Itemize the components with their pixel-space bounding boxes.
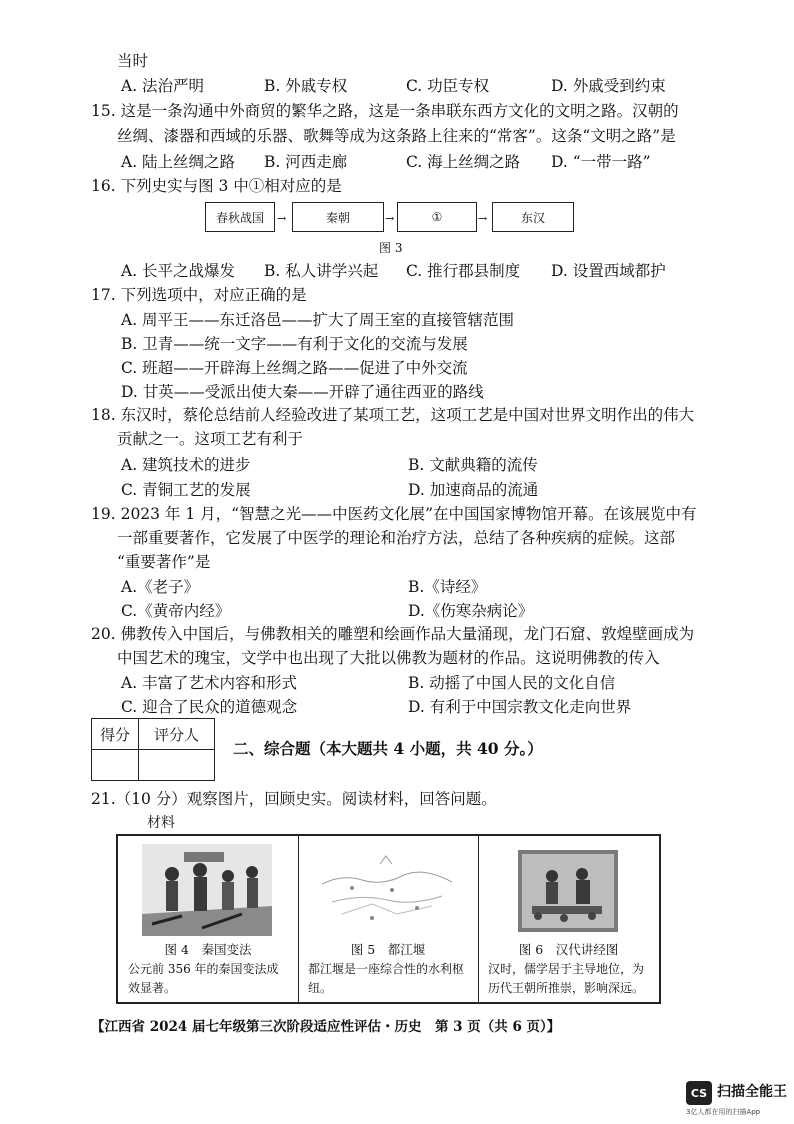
q15-option-b: B. 河西走廊 <box>264 153 348 171</box>
figure-3-label: 图 3 <box>379 241 403 255</box>
q14-stem-tail: 当时 <box>117 52 149 70</box>
caption-fig4: 图 4 秦国变法 <box>164 942 252 957</box>
desc-fig6: 汉时，儒学居于主导地位，为历代王朝所推崇，影响深远。 <box>488 962 645 995</box>
q20-option-a: A. 丰富了艺术内容和形式 <box>121 674 298 692</box>
q20-option-d: D. 有利于中国宗教文化走向世界 <box>408 698 632 716</box>
q16-option-a: A. 长平之战爆发 <box>121 262 236 280</box>
q20-stem-line2: 中国艺术的瑰宝，文学中也出现了大批以佛教为题材的作品。这说明佛教的传入 <box>117 649 660 667</box>
flow-box-chunqiu: 春秋战国 <box>205 202 275 232</box>
q17-option-a: A. 周平王——东迁洛邑——扩大了周王室的直接管辖范围 <box>121 311 515 329</box>
q19-option-b: B.《诗经》 <box>408 578 487 596</box>
q16-stem: 16. 下列史实与图 3 中①相对应的是 <box>91 177 342 195</box>
flow-arrow-1: → <box>277 212 287 225</box>
q17-option-d: D. 甘英——受派出使大秦——开辟了通往西亚的路线 <box>121 383 484 401</box>
q17-option-b: B. 卫青——统一文字——有利于文化的交流与发展 <box>121 335 468 353</box>
desc-fig4: 公元前 356 年的秦国变法成效显著。 <box>128 962 279 995</box>
dujiangyan-illustration <box>322 844 452 936</box>
q18-option-b: B. 文献典籍的流传 <box>408 456 538 474</box>
camscanner-logo-icon: CS <box>686 1081 712 1105</box>
section-2-title: 二、综合题（本大题共 4 小题，共 40 分。） <box>233 739 543 758</box>
q15-option-a: A. 陆上丝绸之路 <box>121 153 236 171</box>
q16-option-c: C. 推行郡县制度 <box>406 262 521 280</box>
grader-header: 评分人 <box>139 719 215 750</box>
qin-reform-illustration <box>142 844 272 936</box>
q19-stem-line1: 19. 2023 年 1 月，“智慧之光——中医药文化展”在中国国家博物馆开幕。在该展览中有 <box>91 505 697 523</box>
page-footer: 【江西省 2024 届七年级第三次阶段适应性评估・历史 第 3 页（共 6 页）】 <box>91 1019 561 1035</box>
grader-cell[interactable] <box>139 750 215 781</box>
q16-option-b: B. 私人讲学兴起 <box>264 262 379 280</box>
material-label: 材料 <box>147 815 175 831</box>
q14-option-a: A. 法治严明 <box>121 77 205 95</box>
q18-stem-line2: 贡献之一。这项工艺有利于 <box>117 430 304 448</box>
watermark-subtitle: 3亿人都在用的扫描App <box>686 1108 761 1116</box>
score-header: 得分 <box>92 719 139 750</box>
q15-option-c: C. 海上丝绸之路 <box>406 153 521 171</box>
q18-option-d: D. 加速商品的流通 <box>408 481 539 499</box>
q19-stem-line3: “重要著作”是 <box>117 553 211 571</box>
q19-option-d: D.《伤寒杂病论》 <box>408 602 534 620</box>
panel-han-lecture <box>478 836 659 1002</box>
q14-option-b: B. 外戚专权 <box>264 77 348 95</box>
q21-stem: 21.（10 分）观察图片，回顾史实。阅读材料，回答问题。 <box>91 790 497 808</box>
score-table <box>91 718 215 781</box>
q14-option-d: D. 外戚受到约束 <box>551 77 666 95</box>
flow-arrow-2: → <box>385 212 395 225</box>
panel-dujiangyan <box>298 836 479 1002</box>
q19-stem-line2: 一部重要著作，它发展了中医学的理论和治疗方法，总结了各种疾病的症候。这部 <box>117 529 676 547</box>
material-panels <box>116 834 661 1004</box>
q17-stem: 17. 下列选项中，对应正确的是 <box>91 286 307 304</box>
caption-fig5: 图 5 都江堰 <box>350 942 426 957</box>
q15-option-d: D. “一带一路” <box>551 153 651 171</box>
caption-fig6: 图 6 汉代讲经图 <box>518 942 619 957</box>
desc-fig5: 都江堰是一座综合性的水利枢纽。 <box>308 962 465 995</box>
q18-option-c: C. 青铜工艺的发展 <box>121 481 251 499</box>
q19-option-a: A.《老子》 <box>121 578 200 596</box>
q20-option-b: B. 动摇了中国人民的文化自信 <box>408 674 616 692</box>
q20-stem-line1: 20. 佛教传入中国后，与佛教相关的雕塑和绘画作品大量涌现，龙门石窟、敦煌壁画成为 <box>91 625 695 643</box>
flow-box-qin: 秦朝 <box>292 202 384 232</box>
q15-stem-line1: 15. 这是一条沟通中外商贸的繁华之路，这是一条串联东西方文化的文明之路。汉朝的 <box>91 102 679 120</box>
q16-option-d: D. 设置西域都护 <box>551 262 666 280</box>
han-lecture-illustration <box>502 844 632 936</box>
flow-arrow-3: → <box>478 212 488 225</box>
q15-stem-line2: 丝绸、漆器和西域的乐器、歌舞等成为这条路上往来的“常客”。这条“文明之路”是 <box>117 127 676 145</box>
flow-box-blank: ① <box>397 202 477 232</box>
flow-box-donghan: 东汉 <box>492 202 574 232</box>
panel-qin-reform <box>118 836 299 1002</box>
q20-option-c: C. 迎合了民众的道德观念 <box>121 698 298 716</box>
q19-option-c: C.《黄帝内经》 <box>121 602 231 620</box>
q17-option-c: C. 班超——开辟海上丝绸之路——促进了中外交流 <box>121 359 468 377</box>
score-cell[interactable] <box>92 750 139 781</box>
q14-option-c: C. 功臣专权 <box>406 77 490 95</box>
q18-stem-line1: 18. 东汉时，蔡伦总结前人经验改进了某项工艺，这项工艺是中国对世界文明作出的伟大 <box>91 406 695 424</box>
q18-option-a: A. 建筑技术的进步 <box>121 456 251 474</box>
watermark-title: 扫描全能王 <box>717 1084 787 1100</box>
